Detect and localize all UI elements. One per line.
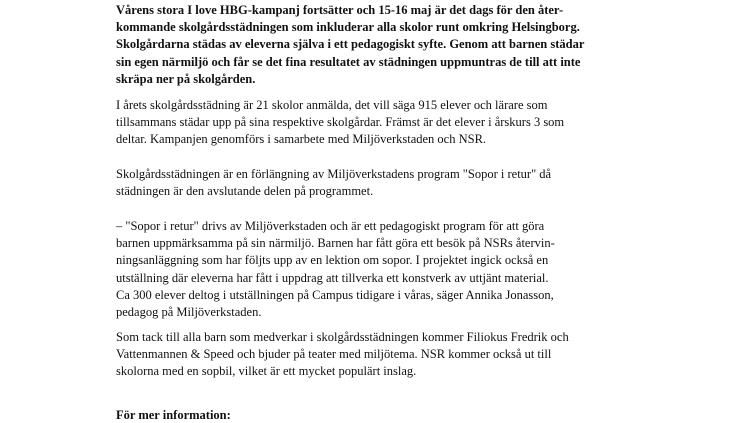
text-line: Ca 300 elever deltog i utställningen på Campus tidigare i våras, säger Annika Jonasson,	[116, 287, 554, 302]
text-line: Skolgårdsstädningen är en förlängning av Miljöverkstadens program "Sopor i retur" då	[116, 167, 552, 181]
text-line: utställning där eleverna har fått i uppdrag att tillverka ett konstverk av uttjänt material.	[116, 270, 549, 285]
text-line: skolorna med en sopbil, vilket är ett mycket populärt inslag.	[116, 364, 417, 379]
text-line: ningsanläggning som har följts upp av en lektion om sopor. I projektet ingick också en	[116, 253, 549, 268]
text-line: deltar. Kampanjen genomförs i samarbete med Miljöverkstaden och NSR.	[116, 132, 487, 147]
paragraph-thanks	[116, 329, 569, 381]
text-line: sin egen närmiljö och får se det fina resultatet av städningen uppmuntras de till att inte	[116, 54, 581, 69]
text-line: tillsammans städar upp på sina respektive skolgårdar. Främst är det elever i årskurs 3 som	[116, 115, 565, 130]
text-line: kommande skolgårdsstädningen som inkluderar alla skolor runt omkring Helsingborg.	[116, 20, 580, 35]
text-line: barnen uppmärksamma på sin närmiljö. Barnen har fått göra ett besök på NSRs återvin-	[116, 236, 555, 251]
lead-paragraph	[116, 2, 584, 88]
text-line: städningen är den avslutande delen på programmet.	[116, 184, 374, 199]
paragraph-quote	[116, 218, 555, 321]
text-line: Vårens stora I love HBG-kampanj fortsätter och 15-16 maj är det dags för den åter-	[116, 3, 564, 17]
text-line: – "Sopor i retur" drivs av Miljöverkstaden och är ett pedagogiskt program för att göra	[116, 219, 545, 233]
paragraph-program	[116, 166, 551, 200]
text-line: skräpa ner på skolgården.	[116, 71, 256, 86]
more-info-heading: För mer information:	[116, 408, 231, 422]
text-line: Vattenmannen & Speed och bjuder på teater med miljötema. NSR kommer också ut till	[116, 347, 552, 362]
paragraph-schools	[116, 97, 564, 149]
text-line: Skolgårdarna städas av eleverna själva i ett pedagogiskt syfte. Genom att barnen städar	[116, 37, 585, 52]
text-line: Som tack till alla barn som medverkar i skolgårdsstädningen kommer Filiokus Fredrik och	[116, 330, 569, 344]
text-line: I årets skolgårdsstädning är 21 skolor anmälda, det vill säga 915 elever och lärare som	[116, 98, 548, 112]
text-line: pedagog på Miljöverkstaden.	[116, 305, 262, 320]
